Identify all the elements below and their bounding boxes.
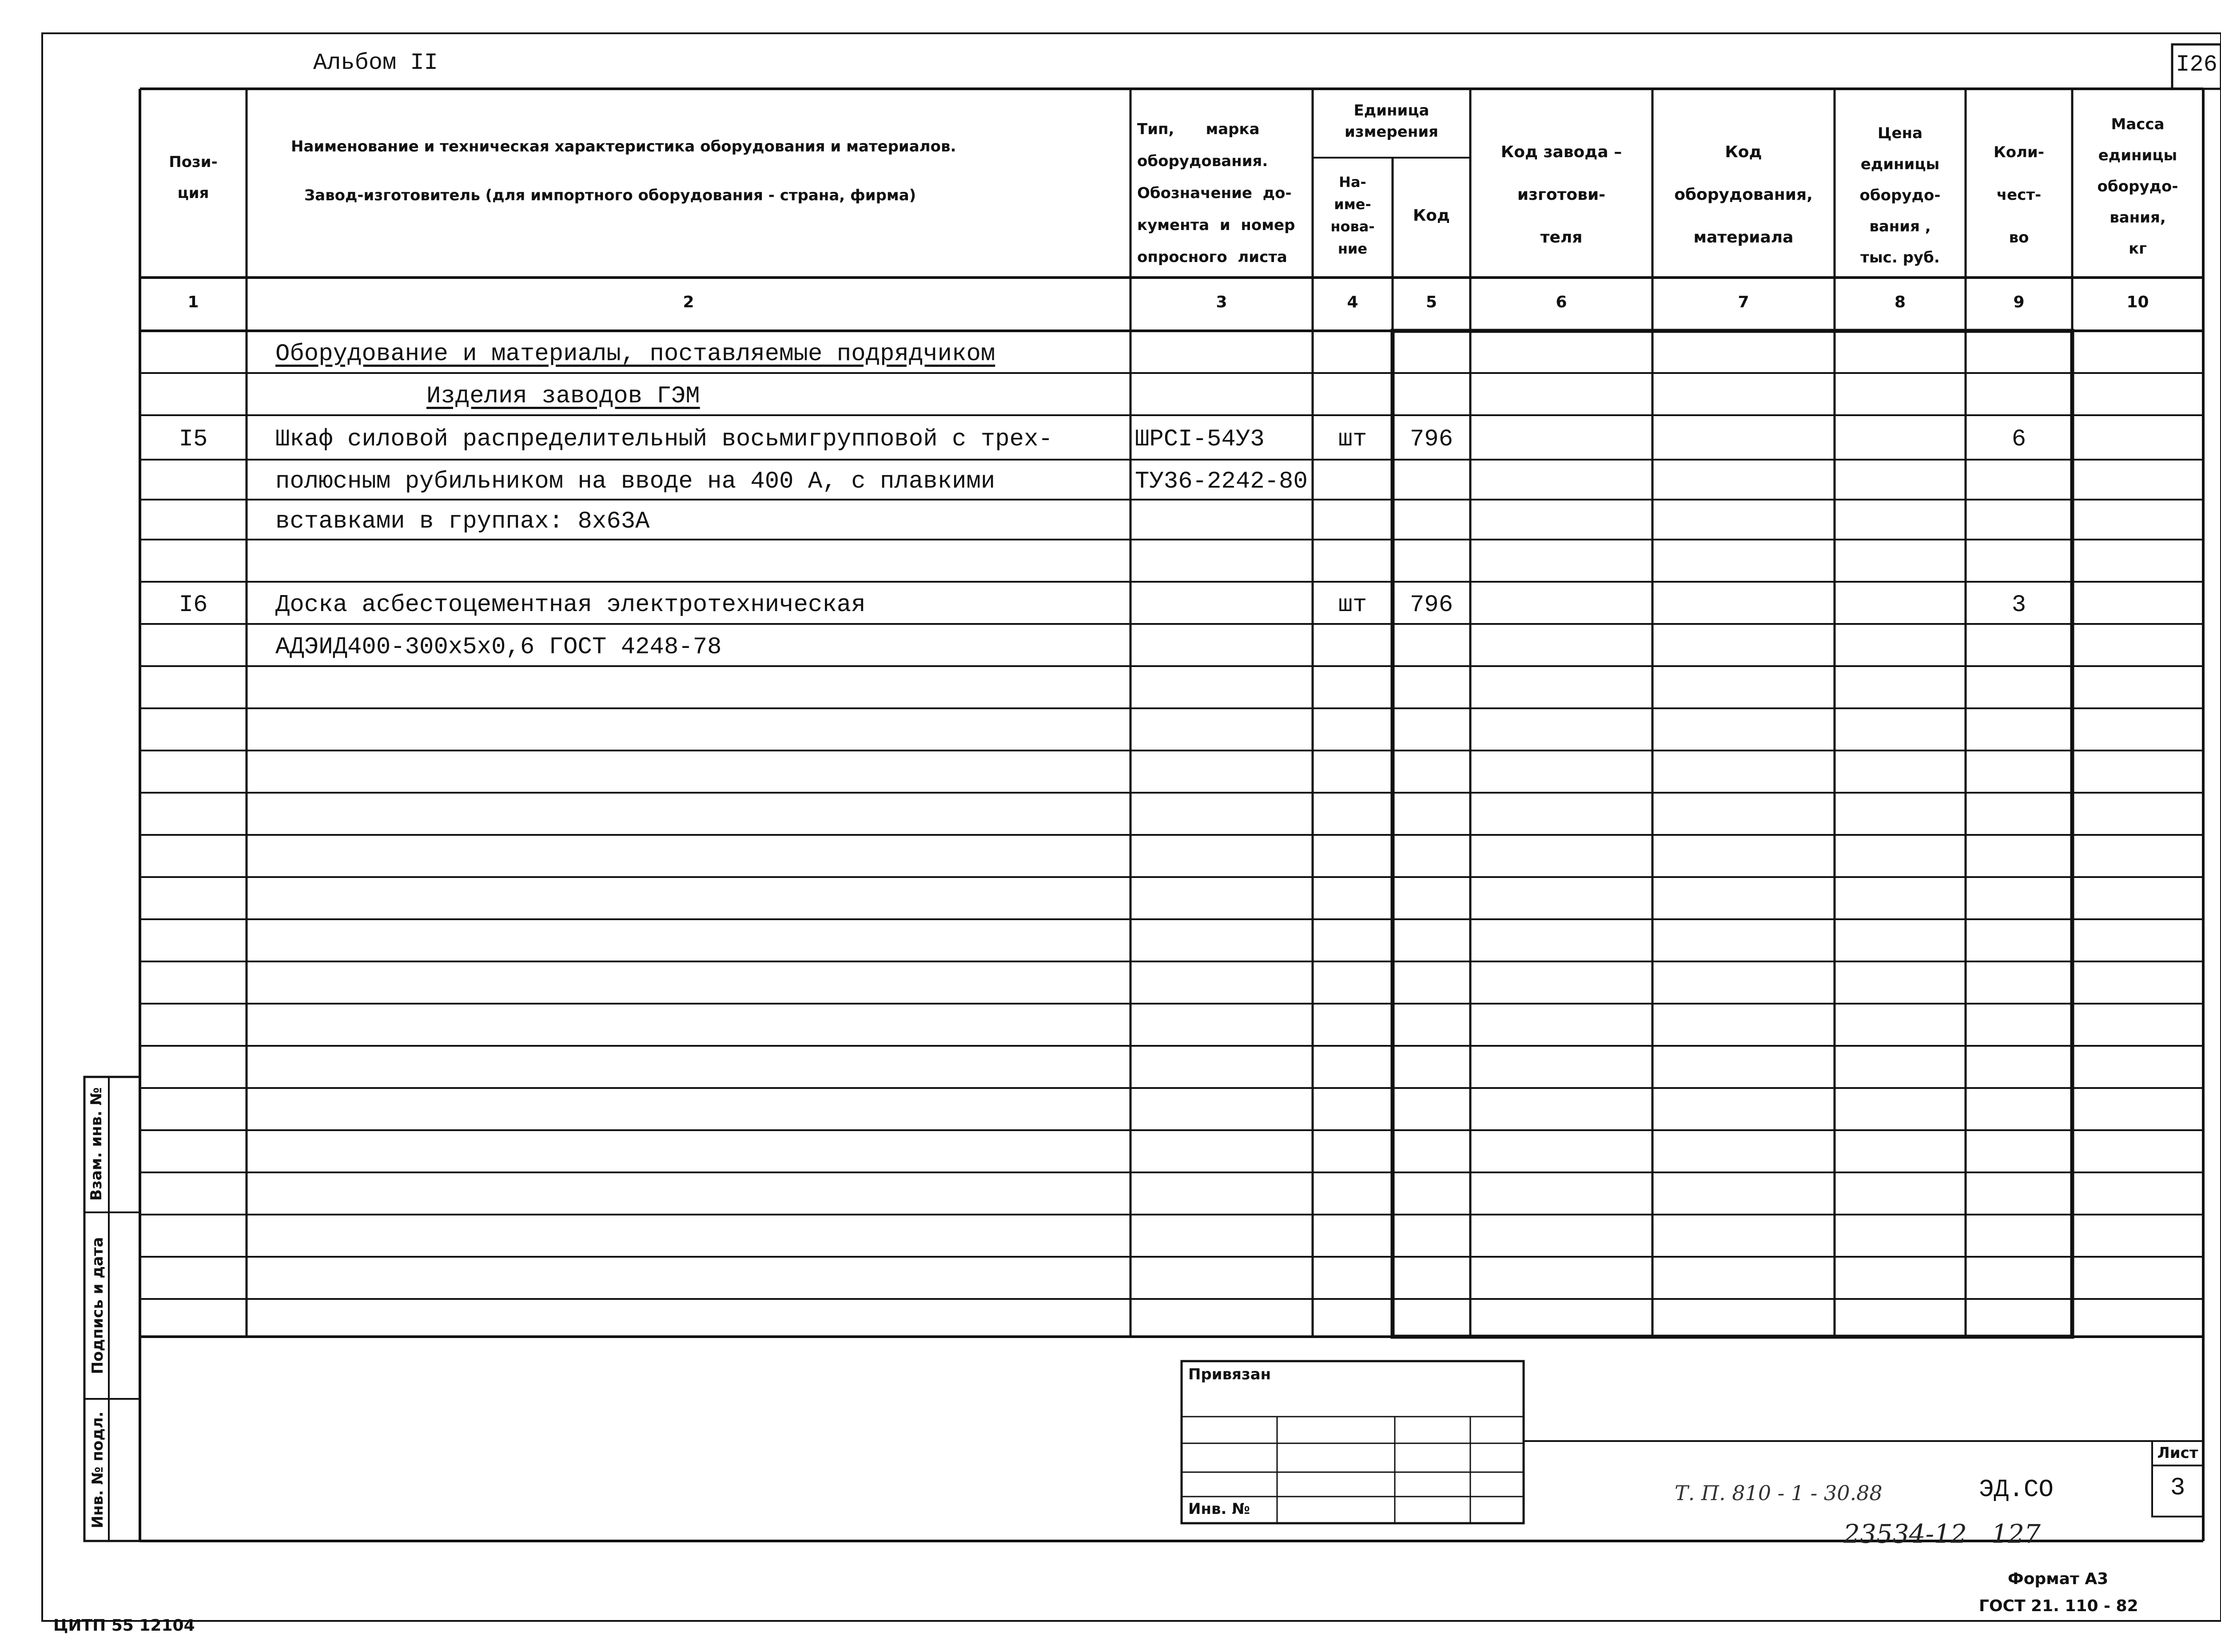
row-quantity: 6 — [2011, 426, 2026, 453]
row-unit — [1313, 505, 1393, 539]
row-quantity — [1966, 465, 2072, 499]
col-header-position: Пози- ция — [169, 153, 218, 202]
col-header-type: Тип, марка оборудования. Обозначение до- кумента и номер опросного листа — [1137, 120, 1295, 266]
row-name: Шкаф силовой распределительный восьмигрупповой с трех- — [275, 426, 1053, 453]
row-position — [140, 629, 247, 665]
col-header-quantity: Коли- чест- во — [1994, 143, 2044, 246]
row-unit — [1313, 378, 1393, 414]
row-unit-code — [1393, 465, 1470, 499]
inv-no-label: Инв. № — [1188, 1500, 1250, 1518]
col-header-unit-name: На- име- нова- ние — [1330, 174, 1375, 257]
col-header-equipment-code: Код оборудования, материала — [1674, 143, 1813, 246]
row-type — [1135, 545, 1313, 581]
row-quantity — [1966, 629, 2072, 665]
row-type — [1135, 378, 1313, 414]
project-code: Т. П. 810 - 1 - 30.88 — [1675, 1481, 1883, 1505]
row-name: Изделия заводов ГЭМ — [426, 383, 700, 410]
row-quantity — [1966, 336, 2072, 372]
row-unit-code — [1393, 629, 1470, 665]
row-unit: шт — [1338, 592, 1367, 619]
row-unit — [1313, 336, 1393, 372]
row-name: полюсным рубильником на вводе на 400 А, с плавкими — [275, 468, 995, 495]
col-number-8: 8 — [1894, 293, 1906, 311]
row-position — [140, 545, 247, 581]
format-label: Формат А3 — [2008, 1570, 2109, 1588]
row-name: Оборудование и материалы, поставляемые подрядчиком — [275, 341, 995, 368]
col-header-mass: Масса единицы оборудо- вания, кг — [2097, 115, 2178, 258]
row-position — [140, 505, 247, 539]
archive-number: 23534-12 127 — [1843, 1519, 2041, 1549]
row-unit — [1313, 629, 1393, 665]
row-position: I6 — [179, 592, 208, 619]
row-quantity — [1966, 505, 2072, 539]
row-quantity — [1966, 545, 2072, 581]
row-position — [140, 465, 247, 499]
col-number-9: 9 — [2013, 293, 2025, 311]
col-header-name: Наименование и техническая характеристика оборудования и материалов. — [291, 138, 956, 155]
row-type: ТУ36-2242-80 — [1135, 468, 1308, 495]
row-name: АДЭИД400-300х5х0,6 ГОСТ 4248-78 — [275, 634, 722, 661]
row-unit-code — [1393, 378, 1470, 414]
col-number-2: 2 — [683, 293, 694, 311]
row-position — [140, 378, 247, 414]
page-number: I26 — [2176, 52, 2217, 78]
row-type — [1135, 505, 1313, 539]
col-header-unit: Единица измерения — [1345, 102, 1438, 141]
row-quantity: 3 — [2011, 592, 2026, 619]
row-unit-code — [1393, 505, 1470, 539]
row-quantity — [1966, 378, 2072, 414]
col-number-4: 4 — [1347, 293, 1358, 311]
col-number-10: 10 — [2126, 293, 2149, 311]
album-title: Альбом II — [313, 50, 438, 76]
row-name: вставками в группах: 8х63А — [275, 508, 650, 535]
row-unit-code — [1393, 336, 1470, 372]
row-type — [1135, 629, 1313, 665]
row-unit-code: 796 — [1409, 592, 1453, 619]
stamp-inv-podl: Инв. № подл. — [89, 1411, 107, 1529]
col-header-unit-code: Код — [1413, 206, 1450, 225]
row-position — [140, 336, 247, 372]
row-name — [275, 545, 1119, 581]
row-unit: шт — [1338, 426, 1367, 453]
sheet-label: Лист — [2157, 1444, 2198, 1462]
col-number-1: 1 — [187, 293, 199, 311]
sheet-number: 3 — [2170, 1473, 2185, 1502]
col-number-5: 5 — [1425, 293, 1437, 311]
row-unit — [1313, 465, 1393, 499]
row-type — [1135, 587, 1313, 623]
gost-label: ГОСТ 21. 110 - 82 — [1979, 1597, 2138, 1615]
stamp-vzam-inv: Взам. инв. № — [88, 1087, 105, 1201]
row-type: ШРСI-54У3 — [1135, 426, 1265, 453]
row-unit-code — [1393, 545, 1470, 581]
document-code: ЭД.СО — [1979, 1475, 2054, 1504]
row-name: Доска асбестоцементная электротехническая — [275, 592, 866, 619]
col-number-3: 3 — [1216, 293, 1227, 311]
citp-label: ЦИТП 55 12104 — [53, 1616, 195, 1635]
col-number-7: 7 — [1738, 293, 1749, 311]
row-position: I5 — [179, 426, 208, 453]
stamp-podpis-data: Подпись и дата — [89, 1237, 107, 1374]
col-header-factory-code: Код завода – изготови- теля — [1501, 143, 1622, 246]
row-unit — [1313, 545, 1393, 581]
col-number-6: 6 — [1556, 293, 1567, 311]
col-header-name-sub: Завод-изготовитель (для импортного оборудования - страна, фирма) — [304, 187, 916, 204]
row-type — [1135, 336, 1313, 372]
col-header-price: Цена единицы оборудо- вания , тыс. руб. — [1859, 124, 1941, 266]
row-unit-code: 796 — [1409, 426, 1453, 453]
privyazan-label: Привязан — [1188, 1366, 1271, 1383]
